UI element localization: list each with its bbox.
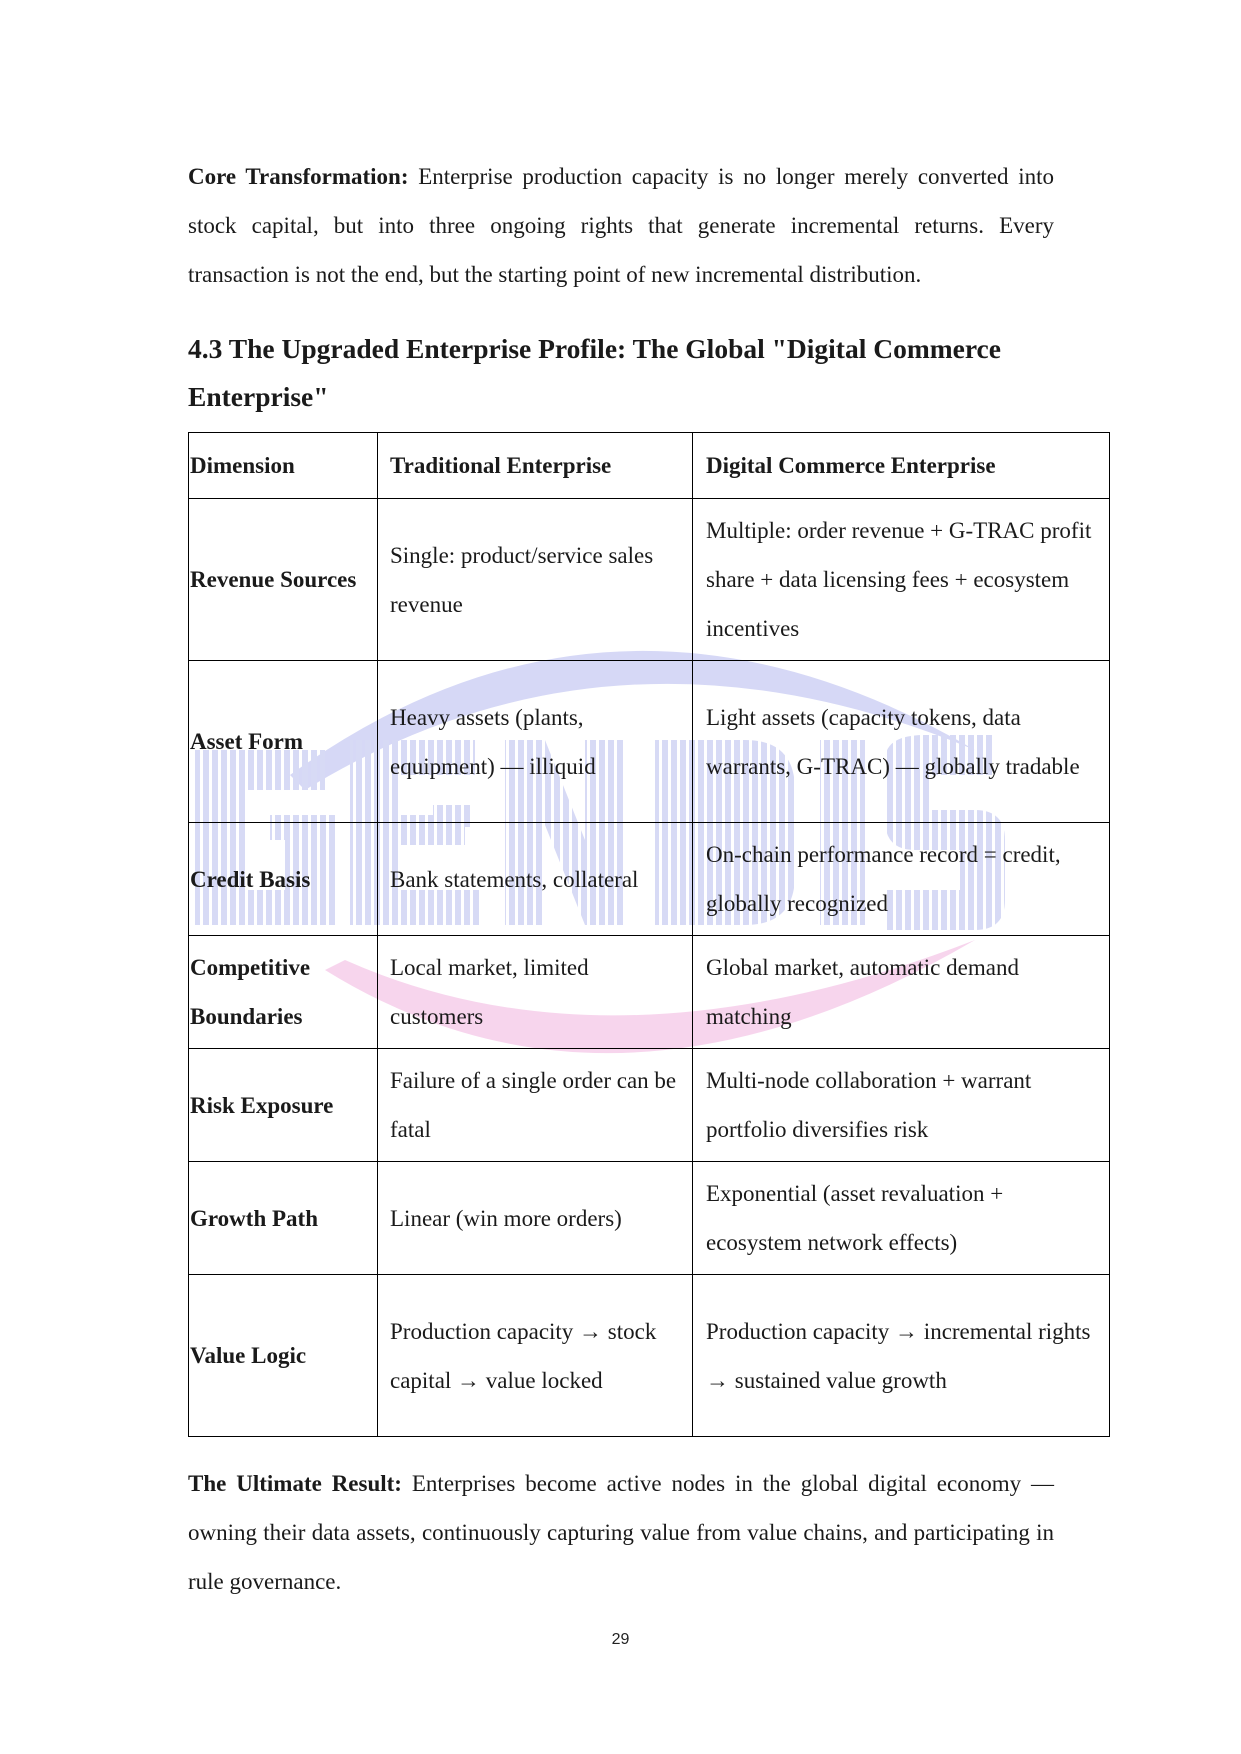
row-digital: Production capacity → incremental rights → sustained value growth xyxy=(693,1275,1110,1437)
table-row xyxy=(189,661,1110,823)
column-header-traditional: Traditional Enterprise xyxy=(378,433,693,499)
table-row xyxy=(189,1275,1110,1437)
table-row xyxy=(189,1162,1110,1275)
row-traditional: Bank statements, collateral xyxy=(378,823,693,936)
row-traditional: Local market, limited customers xyxy=(378,936,693,1049)
row-traditional: Production capacity → stock capital → value locked xyxy=(378,1275,693,1437)
row-digital: Global market, automatic demand matching xyxy=(693,936,1110,1049)
row-dimension: Risk Exposure xyxy=(189,1049,378,1162)
result-text: Enterprises become active nodes in the global digital economy — owning their data assets, continuously capturing value from value chains, and participating in rule governance. xyxy=(188,1471,1055,1594)
table-row xyxy=(189,499,1110,661)
result-label: The Ultimate Result: xyxy=(188,1471,402,1496)
row-dimension: Growth Path xyxy=(189,1162,378,1275)
intro-paragraph xyxy=(188,152,1054,299)
row-digital: On-chain performance record = credit, globally recognized xyxy=(693,823,1110,936)
row-digital: Light assets (capacity tokens, data warrants, G-TRAC) — globally tradable xyxy=(693,661,1110,823)
table-row xyxy=(189,1049,1110,1162)
row-traditional: Failure of a single order can be fatal xyxy=(378,1049,693,1162)
row-digital: Multi-node collaboration + warrant portfolio diversifies risk xyxy=(693,1049,1110,1162)
table-header-row xyxy=(189,433,1110,499)
table-row xyxy=(189,823,1110,936)
intro-label: Core Transformation: xyxy=(188,164,409,189)
page-number: 29 xyxy=(611,1631,630,1648)
column-header-digital: Digital Commerce Enterprise xyxy=(693,433,1110,499)
row-traditional: Linear (win more orders) xyxy=(378,1162,693,1275)
intro-text: Enterprise production capacity is no longer merely converted into stock capital, but into three ongoing rights that generate incremental returns. Every transaction is not the end, but the starting point of new incremental distribution. xyxy=(188,164,1054,287)
row-traditional: Heavy assets (plants, equipment) — illiquid xyxy=(378,661,693,823)
row-dimension: Competitive Boundaries xyxy=(189,936,378,1049)
result-paragraph xyxy=(188,1459,1054,1606)
row-digital: Multiple: order revenue + G-TRAC profit share + data licensing fees + ecosystem incentives xyxy=(693,499,1110,661)
column-header-dimension: Dimension xyxy=(189,433,378,499)
row-digital: Exponential (asset revaluation + ecosystem network effects) xyxy=(693,1162,1110,1275)
table-row xyxy=(189,936,1110,1049)
row-dimension: Value Logic xyxy=(189,1275,378,1437)
row-dimension: Revenue Sources xyxy=(189,499,378,661)
comparison-table xyxy=(188,432,1110,1437)
section-heading: 4.3 The Upgraded Enterprise Profile: The Global "Digital Commerce Enterprise" xyxy=(188,333,1001,412)
row-dimension: Asset Form xyxy=(189,661,378,823)
row-traditional: Single: product/service sales revenue xyxy=(378,499,693,661)
row-dimension: Credit Basis xyxy=(189,823,378,936)
